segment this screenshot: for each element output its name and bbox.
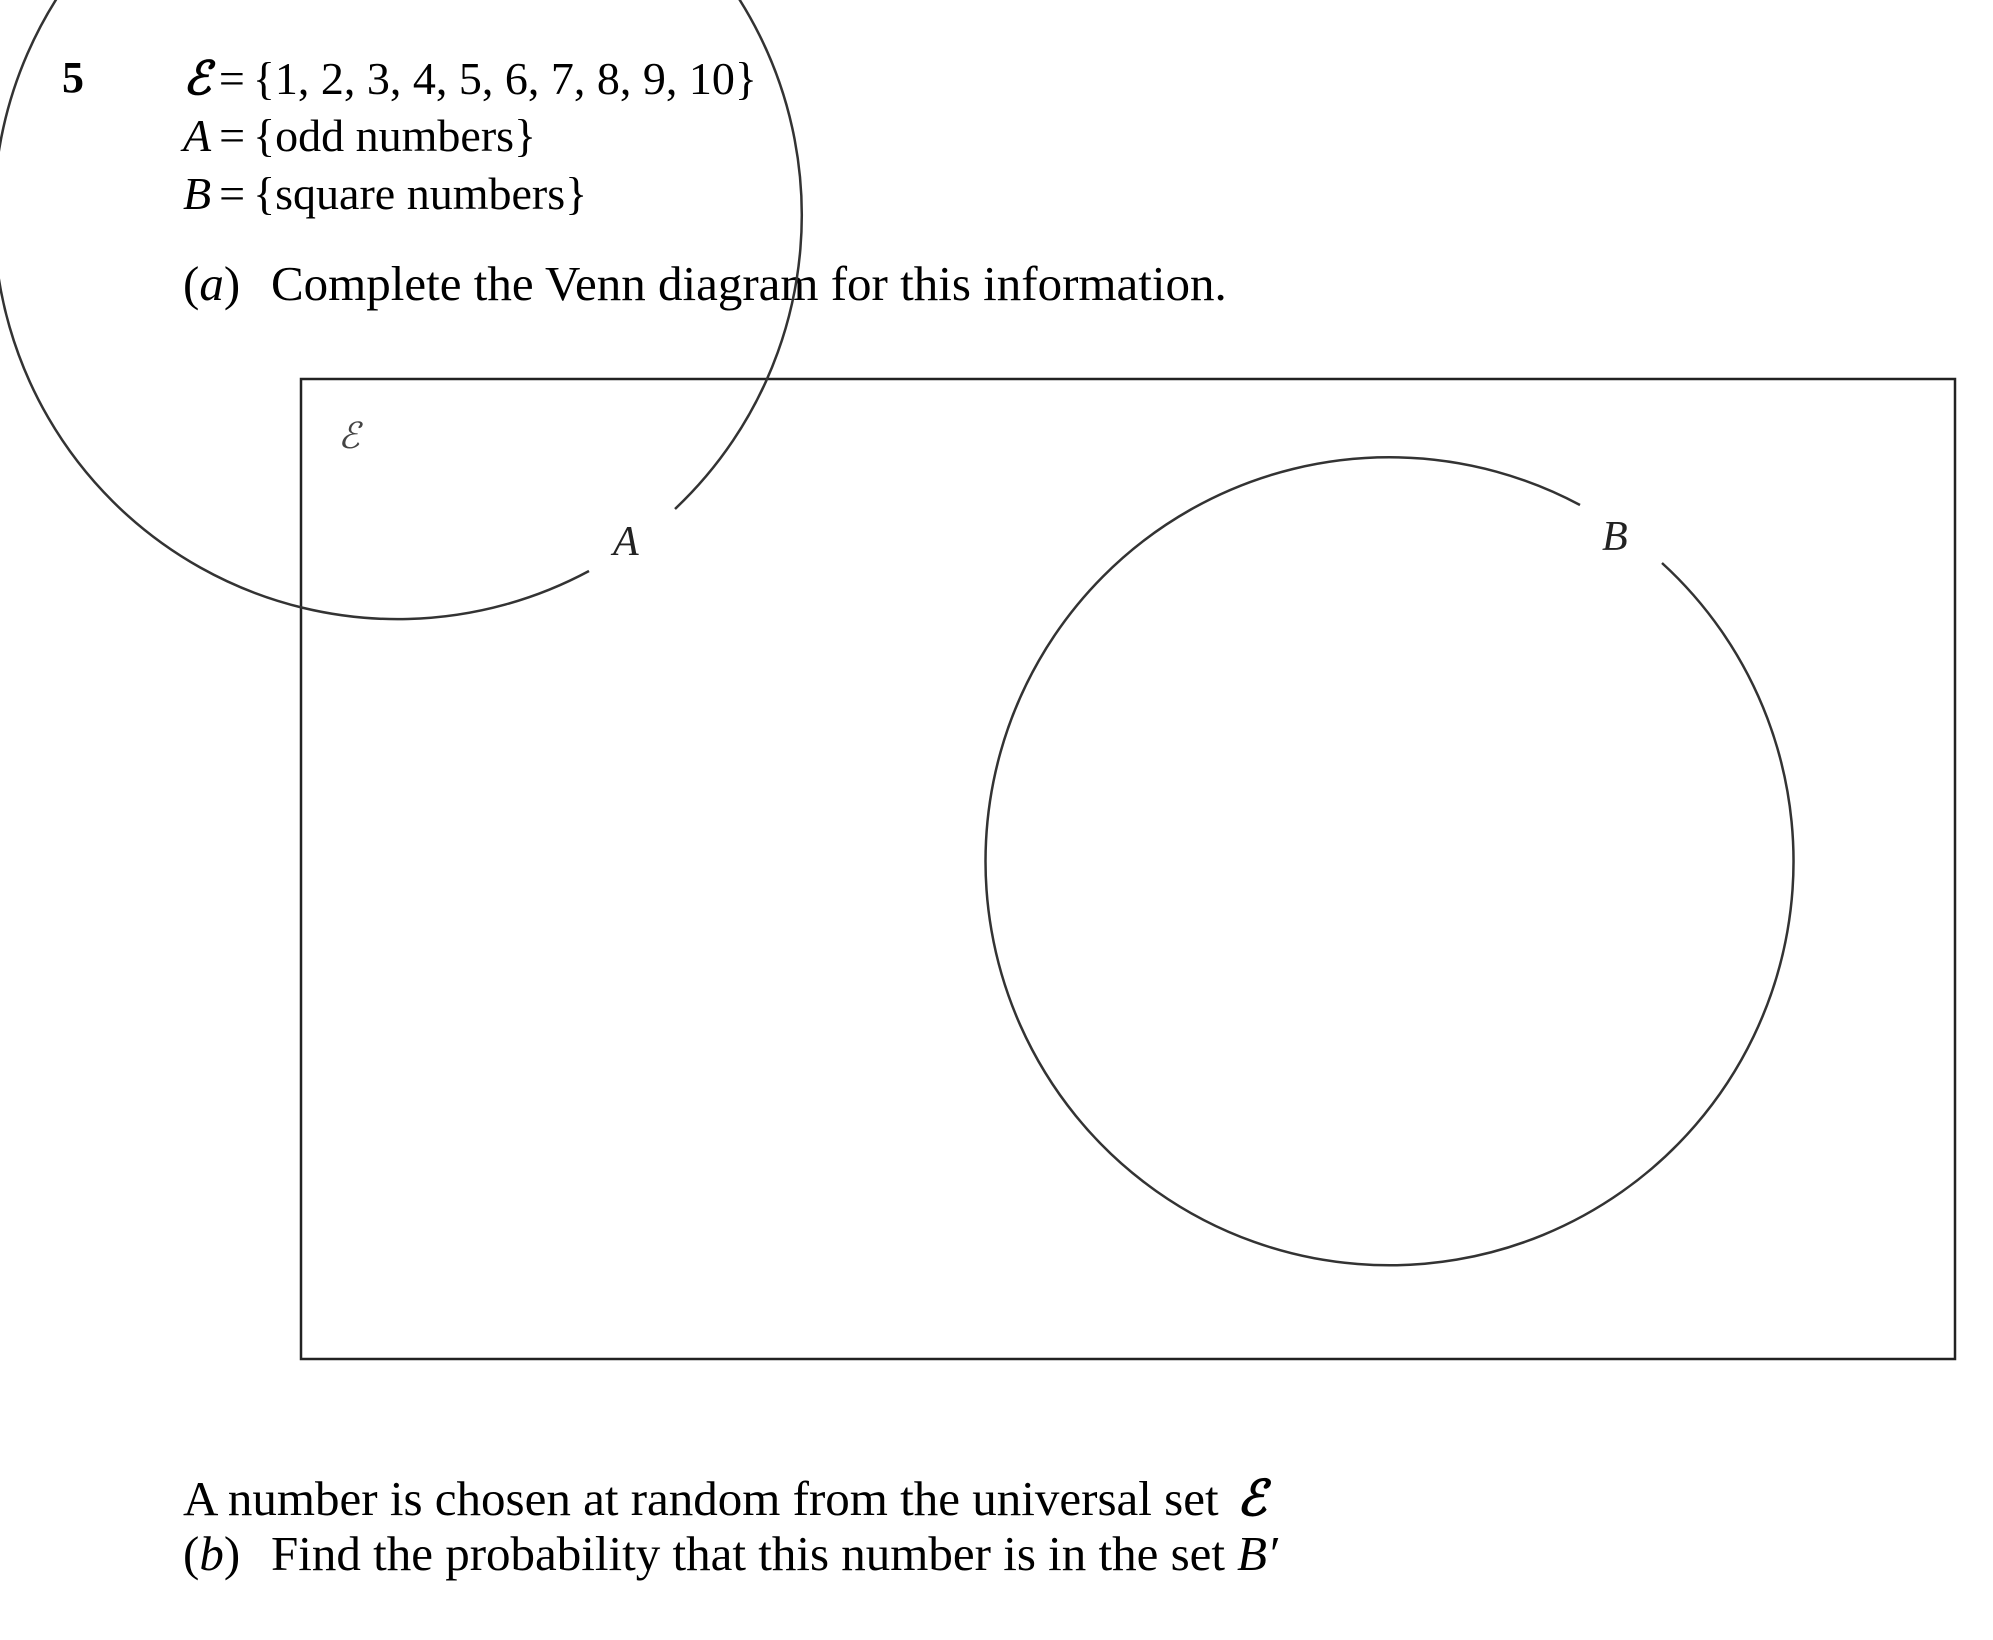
equals-sign: =: [218, 53, 245, 104]
universal-set-box: [301, 379, 1955, 1359]
universal-set-symbol: ℰ: [1236, 1469, 1267, 1527]
venn-universe-label: ℰ: [338, 416, 360, 457]
universal-set-value: {1, 2, 3, 4, 5, 6, 7, 8, 9, 10}: [252, 53, 757, 104]
set-b-symbol: B: [183, 168, 212, 219]
circle-b-label: B: [1602, 514, 1628, 560]
part-b-label: (b): [183, 1526, 241, 1581]
part-b-text: Find the probability that this number is in the set: [271, 1526, 1226, 1581]
random-choice-text: A number is chosen at random from the universal set: [183, 1471, 1219, 1526]
set-b-value: {square numbers}: [253, 168, 588, 219]
part-a-label: (a): [183, 256, 241, 311]
universal-set-symbol: ℰ: [183, 51, 211, 105]
equals-sign: =: [219, 110, 246, 161]
set-b-complement: B′: [1237, 1526, 1278, 1581]
set-a-value: {odd numbers}: [253, 110, 537, 161]
circle-b: [986, 457, 1794, 1265]
question-number: 5: [62, 53, 84, 102]
part-a-text: Complete the Venn diagram for this information.: [271, 256, 1227, 311]
set-a-symbol: A: [183, 110, 212, 161]
circle-a: [0, 0, 802, 619]
part-b-instruction: [183, 1522, 1278, 1586]
equals-sign: =: [219, 168, 246, 219]
circle-a-label: A: [613, 519, 639, 565]
